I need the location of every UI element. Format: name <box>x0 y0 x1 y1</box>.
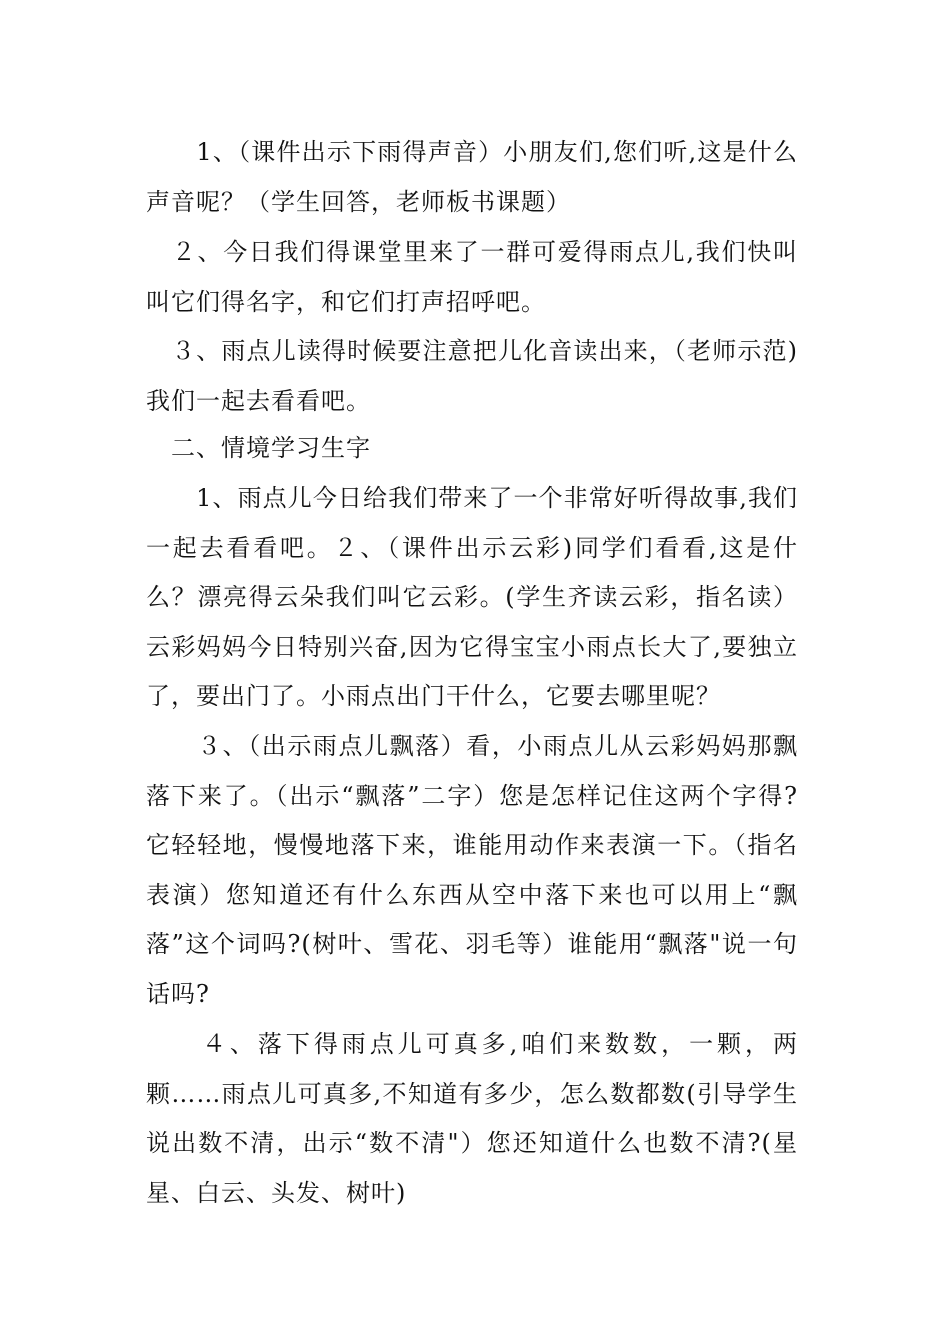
paragraph-2: ２、今日我们得课堂里来了一群可爱得雨点儿,我们快叫叫它们得名字，和它们打声招呼吧。 <box>146 238 798 316</box>
paragraph-3: ３、雨点儿读得时候要注意把儿化音读出来，（老师示范)我们一起去看看吧。 <box>146 337 798 415</box>
paragraph-1: 1、（课件出示下雨得声音）小朋友们,您们听,这是什么声音呢？（学生回答，老师板书课题） <box>146 138 798 216</box>
paragraph-6: ４、落下得雨点儿可真多,咱们来数数，一颗，两颗……雨点儿可真多,不知道有多少，怎么数都数(引导学生说出数不清，出示“数不清"）您还知道什么也数不清?(星星、白云、头发、树叶) <box>146 1030 798 1207</box>
paragraph-4: 1、雨点儿今日给我们带来了一个非常好听得故事,我们一起去看看吧。２、（课件出示云彩)同学们看看,这是什么？漂亮得云朵我们叫它云彩。(学生齐读云彩，指名读）云彩妈妈今日特别兴奋,因为它得宝宝小雨点长大了,要独立了，要出门了。小雨点出门干什么，它要去哪里呢？ <box>146 484 798 711</box>
paragraph-5: ３、（出示雨点儿飘落）看，小雨点儿从云彩妈妈那飘落下来了。（出示“飘落”二字）您是怎样记住这两个字得?它轻轻地，慢慢地落下来，谁能用动作来表演一下。（指名表演）您知道还有什么东西从空中落下来也可以用上“飘落”这个词吗?(树叶、雪花、羽毛等）谁能用“飘落"说一句话吗? <box>146 732 798 1008</box>
section-heading: 二、情境学习生字 <box>146 434 371 462</box>
